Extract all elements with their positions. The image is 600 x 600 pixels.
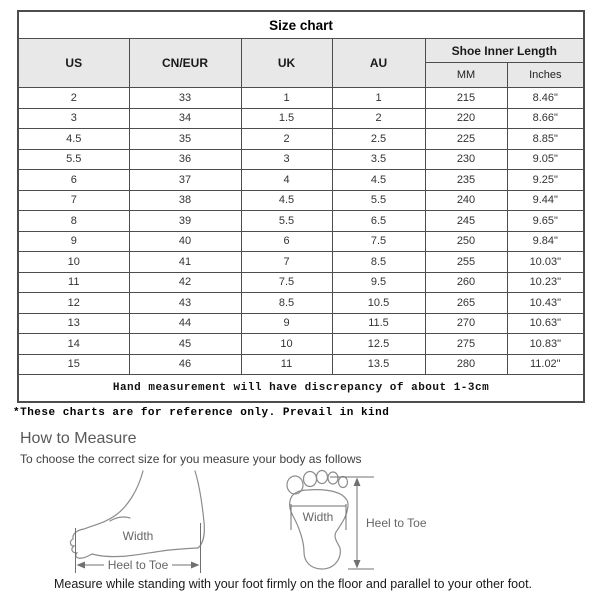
table-cell: 7: [241, 252, 332, 273]
table-cell: 9.05": [507, 149, 584, 170]
table-cell: 1: [241, 88, 332, 109]
table-row: [18, 129, 584, 150]
table-header-row: [18, 39, 584, 63]
table-cell: 275: [425, 334, 507, 355]
table-cell: 12: [18, 293, 129, 314]
table-cell: 36: [129, 149, 241, 170]
table-cell: 9: [18, 231, 129, 252]
column-header-cn-eur: CN/EUR: [129, 39, 241, 88]
table-cell: 3: [18, 108, 129, 129]
table-cell: 14: [18, 334, 129, 355]
table-cell: 9.44": [507, 190, 584, 211]
table-cell: 10.63": [507, 313, 584, 334]
table-cell: 13.5: [332, 354, 425, 375]
table-cell: 38: [129, 190, 241, 211]
table-cell: 10.23": [507, 272, 584, 293]
column-header-mm: MM: [425, 63, 507, 88]
table-row: [18, 108, 584, 129]
table-cell: 11.5: [332, 313, 425, 334]
table-cell: 1.5: [241, 108, 332, 129]
table-cell: 9: [241, 313, 332, 334]
measure-caption: Measure while standing with your foot firmly on the floor and parallel to your other foot.: [53, 577, 533, 591]
table-cell: 2.5: [332, 129, 425, 150]
foot-side-view-icon: [58, 464, 218, 576]
side-width-label: Width: [122, 529, 154, 543]
table-cell: 43: [129, 293, 241, 314]
table-cell: 4.5: [18, 129, 129, 150]
table-cell: 4.5: [332, 170, 425, 191]
table-cell: 9.5: [332, 272, 425, 293]
table-footnote: Hand measurement will have discrepancy of about 1-3cm: [18, 375, 584, 403]
table-cell: 11: [18, 272, 129, 293]
table-cell: 13: [18, 313, 129, 334]
table-cell: 6.5: [332, 211, 425, 232]
table-row: [18, 313, 584, 334]
table-cell: 42: [129, 272, 241, 293]
table-cell: 8.5: [332, 252, 425, 273]
column-header-us: US: [18, 39, 129, 88]
table-cell: 10.83": [507, 334, 584, 355]
size-chart-table: [17, 10, 585, 403]
table-cell: 7.5: [241, 272, 332, 293]
table-cell: 10.03": [507, 252, 584, 273]
table-cell: 220: [425, 108, 507, 129]
top-width-label: Width: [302, 510, 334, 524]
table-cell: 11.02": [507, 354, 584, 375]
table-cell: 280: [425, 354, 507, 375]
table-cell: 8.85": [507, 129, 584, 150]
table-cell: 10: [18, 252, 129, 273]
foot-side-view-diagram: [58, 464, 218, 581]
table-cell: 10.43": [507, 293, 584, 314]
table-cell: 6: [241, 231, 332, 252]
table-cell: 41: [129, 252, 241, 273]
table-row: [18, 272, 584, 293]
table-cell: 33: [129, 88, 241, 109]
column-header-inches: Inches: [507, 63, 584, 88]
table-row: [18, 190, 584, 211]
table-cell: 5.5: [241, 211, 332, 232]
table-footnote-row: [18, 375, 584, 403]
table-row: [18, 149, 584, 170]
how-to-measure-subheading: To choose the correct size for you measure your body as follows: [20, 452, 362, 466]
table-row: [18, 354, 584, 375]
table-cell: 8.66": [507, 108, 584, 129]
table-cell: 4: [241, 170, 332, 191]
table-cell: 40: [129, 231, 241, 252]
column-header-au: AU: [332, 39, 425, 88]
table-cell: 235: [425, 170, 507, 191]
table-title-row: [18, 11, 584, 39]
table-cell: 5.5: [18, 149, 129, 170]
table-cell: 10: [241, 334, 332, 355]
table-cell: 45: [129, 334, 241, 355]
table-cell: 2: [332, 108, 425, 129]
table-cell: 8: [18, 211, 129, 232]
table-cell: 270: [425, 313, 507, 334]
table-cell: 265: [425, 293, 507, 314]
table-cell: 46: [129, 354, 241, 375]
table-cell: 2: [18, 88, 129, 109]
table-cell: 15: [18, 354, 129, 375]
table-cell: 215: [425, 88, 507, 109]
table-cell: 3: [241, 149, 332, 170]
table-row: [18, 252, 584, 273]
reference-note: *These charts are for reference only. Prevail in kind: [13, 407, 390, 419]
table-cell: 5.5: [332, 190, 425, 211]
foot-top-view-icon: [260, 464, 430, 576]
table-cell: 8.5: [241, 293, 332, 314]
table-cell: 11: [241, 354, 332, 375]
table-cell: 6: [18, 170, 129, 191]
table-cell: 245: [425, 211, 507, 232]
table-cell: 9.65": [507, 211, 584, 232]
table-cell: 8.46": [507, 88, 584, 109]
table-cell: 2: [241, 129, 332, 150]
table-row: [18, 211, 584, 232]
foot-top-view-diagram: [260, 464, 430, 581]
table-row: [18, 170, 584, 191]
table-cell: 35: [129, 129, 241, 150]
table-cell: 10.5: [332, 293, 425, 314]
table-cell: 9.25": [507, 170, 584, 191]
table-cell: 255: [425, 252, 507, 273]
table-cell: 39: [129, 211, 241, 232]
table-cell: 44: [129, 313, 241, 334]
table-row: [18, 88, 584, 109]
how-to-measure-heading: How to Measure: [20, 430, 137, 447]
table-cell: 4.5: [241, 190, 332, 211]
table-cell: 7.5: [332, 231, 425, 252]
side-heel-to-toe-label: Heel to Toe: [107, 558, 169, 572]
table-cell: 12.5: [332, 334, 425, 355]
table-cell: 240: [425, 190, 507, 211]
top-heel-to-toe-label: Heel to Toe: [366, 516, 427, 530]
table-row: [18, 334, 584, 355]
column-header-uk: UK: [241, 39, 332, 88]
table-cell: 250: [425, 231, 507, 252]
table-cell: 1: [332, 88, 425, 109]
table-cell: 225: [425, 129, 507, 150]
table-row: [18, 231, 584, 252]
column-header-inner-length: Shoe Inner Length: [425, 39, 584, 63]
table-cell: 9.84": [507, 231, 584, 252]
table-cell: 230: [425, 149, 507, 170]
table-title: Size chart: [18, 11, 584, 39]
table-cell: 37: [129, 170, 241, 191]
table-row: [18, 293, 584, 314]
table-cell: 260: [425, 272, 507, 293]
table-cell: 3.5: [332, 149, 425, 170]
table-cell: 7: [18, 190, 129, 211]
table-body: [18, 88, 584, 375]
table-cell: 34: [129, 108, 241, 129]
